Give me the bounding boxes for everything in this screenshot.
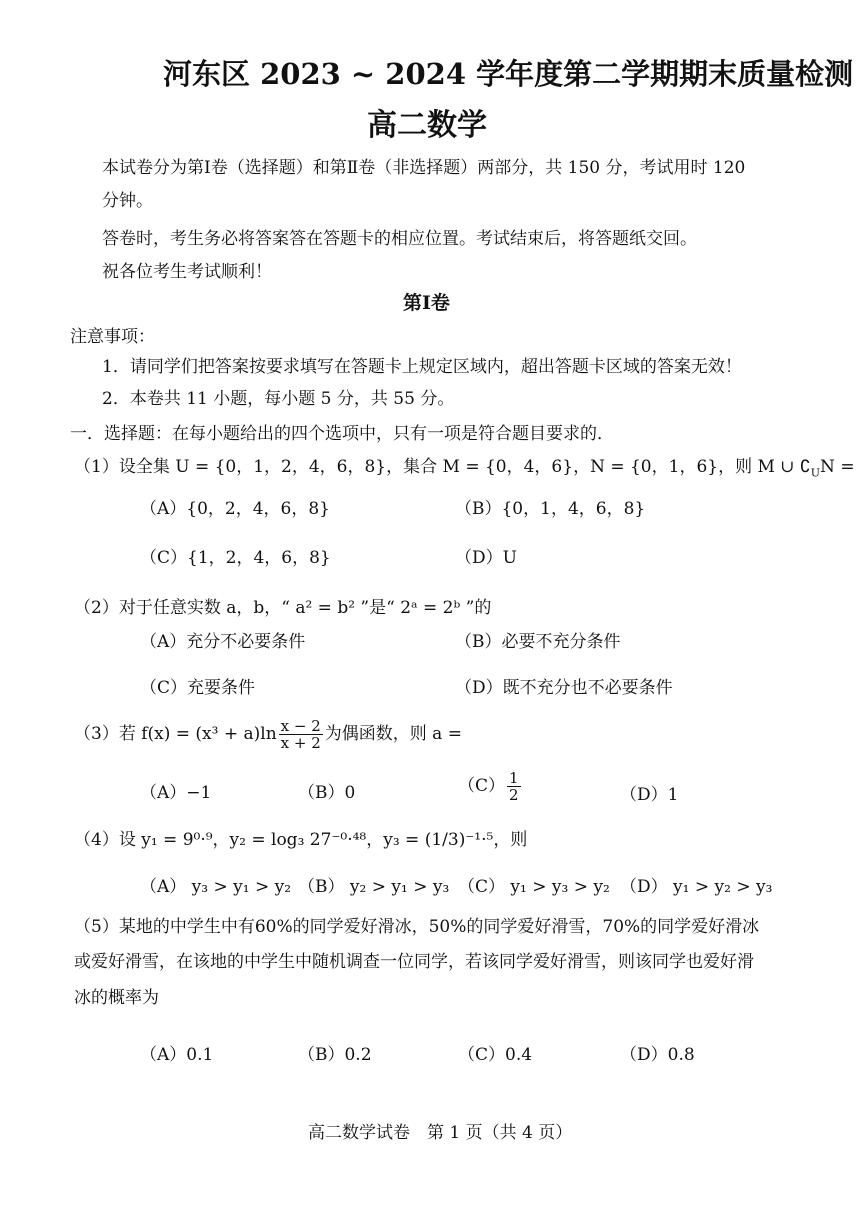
- intro-line-2: 答卷时，考生务必将答案答在答题卡的相应位置。考试结束后，将答题纸交回。: [102, 229, 697, 249]
- q2-stem: （2）对于任意实数 a，b，“ a² = b² ”是“ 2ᵃ = 2ᵇ ”的: [74, 598, 492, 618]
- q2-option-b: （B）必要不充分条件: [455, 632, 621, 652]
- q2-option-d: （D）既不充分也不必要条件: [455, 678, 673, 698]
- q1-stem-text: （1）设全集 U = {0，1，2，4，6，8}，集合 M = {0，4，6}，N = {0，1，6}，则 M ∪ ∁: [74, 457, 811, 477]
- q3-fraction-numerator: x − 2: [280, 717, 321, 735]
- q5-option-b: （B）0.2: [298, 1045, 372, 1065]
- q3-option-c: [458, 770, 523, 803]
- q4-option-c: （C） y₁ > y₃ > y₂: [458, 877, 610, 897]
- q3-option-c-denominator: 2: [509, 786, 519, 804]
- q5-option-c: （C）0.4: [458, 1045, 533, 1065]
- q2-option-c: （C）充要条件: [140, 678, 256, 698]
- section-title: 第Ⅰ卷: [403, 292, 450, 314]
- part-heading: 一．选择题：在每小题给出的四个选项中，只有一项是符合题目要求的．: [70, 424, 614, 444]
- page-footer: 高二数学试卷 第 1 页（共 4 页）: [308, 1123, 573, 1143]
- q5-option-d: （D）0.8: [620, 1045, 695, 1065]
- q3-option-c-label: （C）: [458, 776, 506, 796]
- q1-option-d: （D）U: [455, 548, 517, 568]
- q3-fraction-denominator: x + 2: [280, 734, 321, 752]
- q3-option-c-fraction: [507, 770, 521, 803]
- q1-stem: [74, 452, 855, 479]
- q2-option-a: （A）充分不必要条件: [140, 632, 306, 652]
- q4-option-b: （B） y₂ > y₁ > y₃: [298, 877, 450, 897]
- q3-stem-post: 为偶函数，则 a =: [324, 724, 462, 744]
- notice-1: 1．请同学们把答案按要求填写在答题卡上规定区域内，超出答题卡区域的答案无效！: [102, 357, 742, 377]
- q3-option-c-numerator: 1: [509, 769, 519, 787]
- q3-option-a: （A）−1: [140, 783, 212, 803]
- intro-line-3: 祝各位考生考试顺利！: [102, 262, 272, 282]
- q1-option-b: （B）{0，1，4，6，8}: [455, 499, 646, 519]
- q5-option-a: （A）0.1: [140, 1045, 214, 1065]
- q5-line-2: 或爱好滑雪，在该地的中学生中随机调查一位同学，若该同学爱好滑雪，则该同学也爱好滑: [74, 952, 754, 972]
- q1-stem-sub: U: [810, 466, 821, 480]
- q3-option-d: （D）1: [620, 785, 679, 805]
- q1-option-c: （C）{1，2，4，6，8}: [140, 548, 331, 568]
- q4-option-a: （A） y₃ > y₁ > y₂: [140, 877, 292, 897]
- q1-stem-end: N =: [820, 457, 855, 477]
- q4-option-d: （D） y₁ > y₂ > y₃: [620, 877, 773, 897]
- notice-2: 2．本卷共 11 小题，每小题 5 分，共 55 分。: [102, 389, 455, 409]
- intro-line-1: 本试卷分为第Ⅰ卷（选择题）和第Ⅱ卷（非选择题）两部分，共 150 分，考试用时 120: [102, 158, 746, 178]
- q3-fraction: [279, 718, 323, 751]
- q3-stem-pre: （3）若 f(x) = (x³ + a)ln: [74, 724, 277, 744]
- intro-line-1b: 分钟。: [102, 191, 153, 211]
- notice-heading: 注意事项：: [70, 327, 155, 347]
- q5-line-3: 冰的概率为: [74, 988, 159, 1008]
- subject-title: 高二数学: [367, 108, 487, 143]
- exam-title: 河东区 2023 ~ 2024 学年度第二学期期末质量检测: [163, 57, 854, 91]
- q1-option-a: （A）{0，2，4，6，8}: [140, 499, 330, 519]
- q3-option-b: （B）0: [298, 783, 356, 803]
- q4-stem: （4）设 y₁ = 9⁰·⁹，y₂ = log₃ 27⁻⁰·⁴⁸，y₃ = (1/3)⁻¹·⁵，则: [74, 830, 528, 850]
- q5-line-1: （5）某地的中学生中有60%的同学爱好滑冰，50%的同学爱好滑雪，70%的同学爱好滑冰: [74, 917, 760, 937]
- q3-stem: [74, 718, 462, 751]
